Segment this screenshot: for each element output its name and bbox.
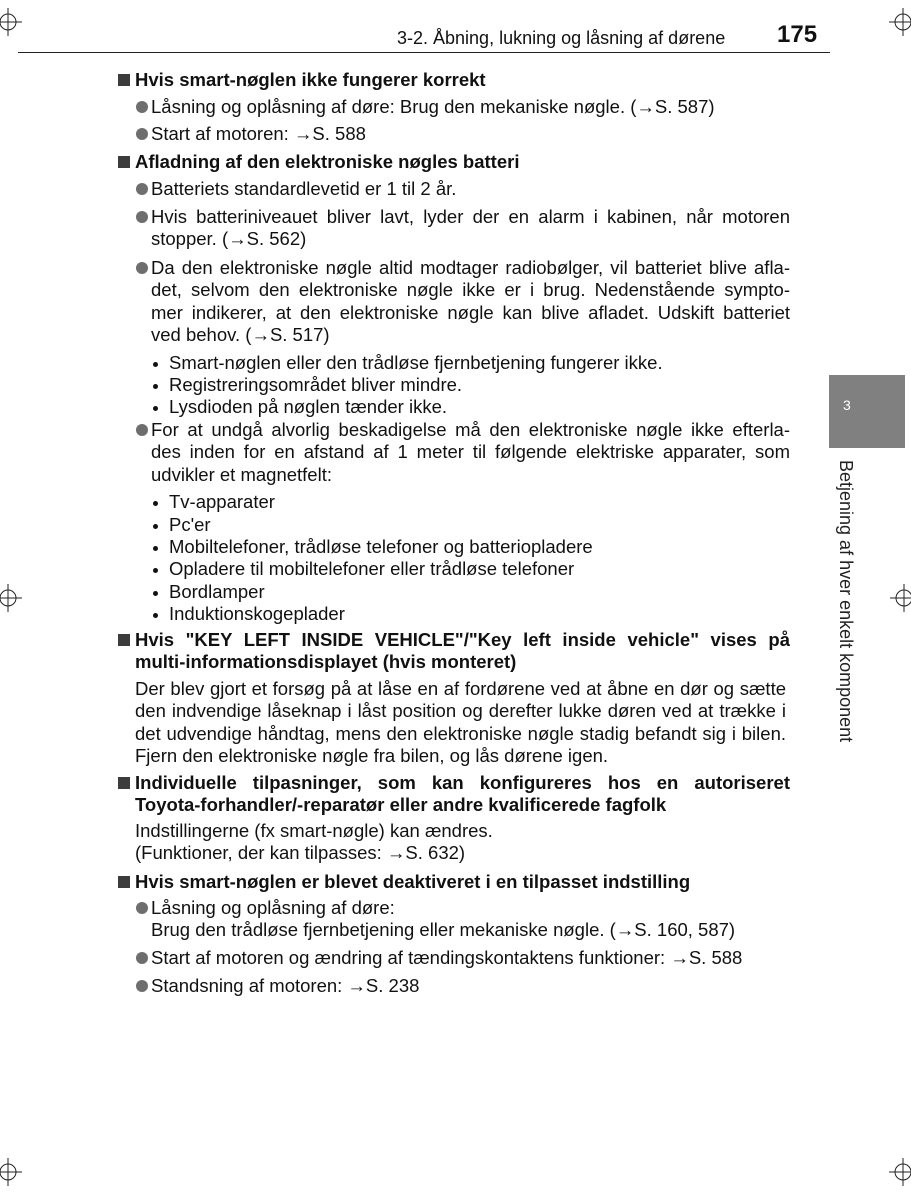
round-bullet-icon — [136, 183, 148, 195]
bullet-item — [136, 975, 790, 997]
section-heading — [118, 772, 790, 817]
sub-list — [136, 491, 790, 625]
heading-line: Hvis "KEY LEFT INSIDE VEHICLE"/"Key left inside vehicle" vises på — [135, 629, 790, 650]
bullet-item — [136, 178, 790, 200]
bullet-text-line: stopper. (→S. 562) — [151, 228, 307, 250]
header-divider — [18, 52, 830, 53]
sub-item-text: Tv-apparater — [169, 491, 275, 513]
dot-bullet-icon — [153, 613, 158, 618]
round-bullet-icon — [136, 902, 148, 914]
bullet-text-line: Da den elektroniske nøgle altid modtager radiobølger, vil batteriet blive afla- — [151, 257, 790, 278]
sub-list-item — [136, 514, 790, 536]
square-bullet-icon — [118, 156, 130, 168]
sub-list-item — [136, 491, 790, 513]
bullet-text-line: Start af motoren: →S. 588 — [151, 123, 366, 144]
registration-mark-icon — [889, 1158, 911, 1186]
bullet-text-line: Låsning og oplåsning af døre: — [151, 897, 395, 918]
square-bullet-icon — [118, 634, 130, 646]
bullet-item — [136, 206, 790, 251]
bullet-item — [136, 897, 790, 942]
bullet-text-line: Låsning og oplåsning af døre: Brug den mekaniske nøgle. (→S. 587) — [151, 96, 715, 117]
registration-mark-icon — [890, 584, 911, 612]
heading-line: Hvis smart-nøglen er blevet deaktiveret i en tilpasset indstilling — [135, 871, 691, 892]
bullet-text-line: For at undgå alvorlig beskadigelse må den elektroniske nøgle ikke efterla- — [151, 419, 790, 440]
sub-item-text: Mobiltelefoner, trådløse telefoner og batteriopladere — [169, 535, 593, 557]
section-title: 3-2. Åbning, lukning og låsning af dørene — [397, 28, 726, 48]
heading-line: multi-informationsdisplayet (hvis monteret) — [135, 651, 517, 673]
sub-list-item — [136, 581, 790, 603]
sub-item-text: Lysdioden på nøglen tænder ikke. — [169, 396, 448, 418]
chapter-number: 3 — [843, 397, 851, 413]
bullet-text-line: Batteriets standardlevetid er 1 til 2 år. — [151, 178, 457, 199]
section-heading — [118, 871, 790, 893]
bullet-item — [136, 257, 790, 419]
bullet-text-line: ved behov. (→S. 517) — [151, 324, 330, 346]
sub-list-item — [136, 536, 790, 558]
section-heading — [118, 151, 790, 173]
paragraph-line: (Funktioner, der kan tilpasses: →S. 632) — [135, 842, 466, 864]
heading-line: Hvis smart-nøglen ikke fungerer korrekt — [135, 69, 486, 90]
round-bullet-icon — [136, 101, 148, 113]
bullet-text-line: mer indikerer, at den elektroniske nøgle kan blive afladet. Udskift batteriet — [151, 301, 790, 323]
bullet-text-line: Start af motoren og ændring af tændingskontaktens funktioner: →S. 588 — [151, 947, 743, 968]
heading-line: Afladning af den elektroniske nøgles batteri — [135, 151, 520, 172]
dot-bullet-icon — [153, 384, 158, 389]
bullet-item — [136, 96, 790, 118]
round-bullet-icon — [136, 424, 148, 436]
registration-mark-icon — [0, 1158, 22, 1186]
paragraph-line: den indvendige låseknap i låst position og derefter lukke døren ved at trække i — [135, 700, 786, 722]
bullet-item — [136, 123, 790, 145]
sub-item-text: Opladere til mobiltelefoner eller trådløse telefoner — [169, 558, 575, 580]
bullet-item — [136, 947, 790, 969]
sub-list-item — [136, 603, 790, 625]
chapter-title: Betjening af hver enkelt komponent — [836, 460, 856, 743]
dot-bullet-icon — [153, 362, 158, 367]
registration-mark-icon — [0, 8, 22, 36]
round-bullet-icon — [136, 211, 148, 223]
sub-item-text: Pc'er — [169, 513, 211, 535]
registration-mark-icon — [889, 8, 911, 36]
bullet-text-line: udvikler et magnetfelt: — [151, 463, 332, 485]
dot-bullet-icon — [153, 524, 158, 529]
dot-bullet-icon — [153, 591, 158, 596]
bullet-text-line: des inden for en afstand af 1 meter til følgende elektriske apparater, som — [151, 441, 790, 463]
sub-item-text: Induktionskogeplader — [169, 603, 345, 625]
paragraph-line: det udvendige håndtag, mens den elektroniske nøgle stadig befandt sig i bilen. — [135, 722, 786, 744]
bullet-text-line: Hvis batteriniveauet bliver lavt, lyder der en alarm i kabinen, når motoren — [151, 206, 790, 227]
bullet-text-line: Standsning af motoren: →S. 238 — [151, 975, 420, 996]
chapter-tab — [829, 375, 905, 448]
page-number: 175 — [777, 21, 818, 48]
sub-list-item — [136, 558, 790, 580]
round-bullet-icon — [136, 128, 148, 140]
bullet-item — [136, 419, 790, 626]
sub-item-text: Smart-nøglen eller den trådløse fjernbetjening fungerer ikke. — [169, 351, 663, 373]
paragraph-line: Indstillingerne (fx smart-nøgle) kan ændres. — [135, 820, 493, 841]
round-bullet-icon — [136, 952, 148, 964]
body-paragraph — [135, 820, 786, 865]
bullet-text-line: det, selvom den elektroniske nøgle ikke er i brug. Nedenstående sympto- — [151, 279, 790, 301]
square-bullet-icon — [118, 777, 130, 789]
dot-bullet-icon — [153, 501, 158, 506]
round-bullet-icon — [136, 980, 148, 992]
sub-list-item — [136, 374, 790, 396]
sub-list — [136, 352, 790, 419]
square-bullet-icon — [118, 876, 130, 888]
heading-line: Individuelle tilpasninger, som kan konfigureres hos en autoriseret — [135, 772, 790, 793]
paragraph-line: Der blev gjort et forsøg på at låse en af fordørene ved at åbne en dør og sætte — [135, 678, 786, 699]
registration-mark-icon — [0, 584, 22, 612]
section-heading — [118, 629, 790, 674]
dot-bullet-icon — [153, 406, 158, 411]
paragraph-line: Fjern den elektroniske nøgle fra bilen, og lås dørene igen. — [135, 745, 609, 767]
dot-bullet-icon — [153, 568, 158, 573]
sub-list-item — [136, 352, 790, 374]
square-bullet-icon — [118, 74, 130, 86]
bullet-text-line: Brug den trådløse fjernbetjening eller mekaniske nøgle. (→S. 160, 587) — [151, 919, 736, 941]
sub-item-text: Bordlamper — [169, 580, 265, 602]
dot-bullet-icon — [153, 546, 158, 551]
body-paragraph — [135, 678, 786, 768]
sub-list-item — [136, 396, 790, 418]
heading-line: Toyota-forhandler/-reparatør eller andre kvalificerede fagfolk — [135, 794, 667, 816]
sub-item-text: Registreringsområdet bliver mindre. — [169, 373, 463, 395]
section-heading — [118, 69, 790, 91]
round-bullet-icon — [136, 262, 148, 274]
